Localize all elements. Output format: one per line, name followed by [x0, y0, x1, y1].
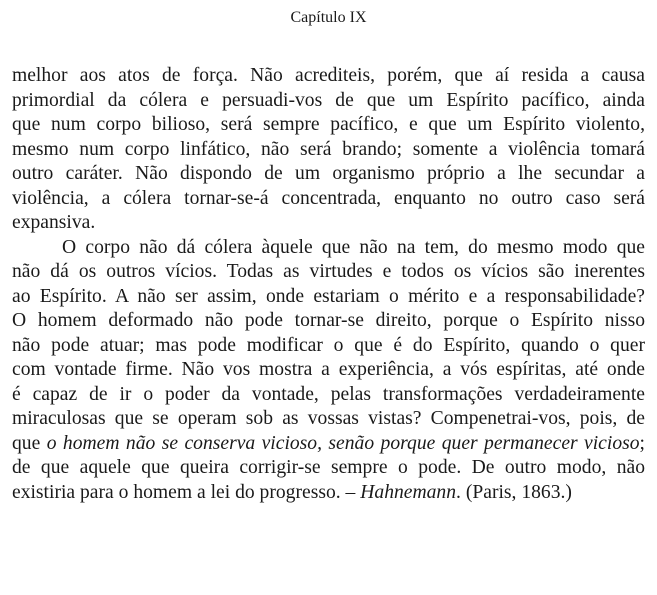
text-line: não pode atuar; mas pode modificar o que é do Espírito, quando o quer	[12, 334, 645, 356]
text-line-mixed	[12, 432, 645, 457]
text-line: primordial da cólera e persuadi-vos de que um Espírito pacífico, ainda	[12, 89, 645, 111]
text-line: outro caráter. Não dispondo de um organismo próprio a lhe secundar a	[12, 163, 645, 184]
text-line: expansiva.	[12, 212, 96, 233]
text-line: miraculosas que se operam sob as vossas vistas? Compenetrai-vos, pois, de	[12, 408, 645, 429]
citation: . (Paris, 1863.)	[456, 481, 572, 503]
page-body	[12, 64, 645, 505]
line-suffix: ;	[639, 432, 645, 454]
text-line: O corpo não dá cólera àquele que não na tem, do mesmo modo que	[62, 236, 645, 258]
text-line: é capaz de ir o poder da vontade, pelas transformações verdadeiramente	[12, 383, 645, 405]
chapter-header: Capítulo IX	[290, 9, 367, 26]
text-line: com vontade firme. Não vos mostra a experiência, a vós espíritas, até onde	[12, 359, 645, 380]
line-prefix: existiria para o homem a lei do progresso. –	[12, 481, 356, 503]
text-line: de que aquele que queira corrigir-se sempre o pode. De outro modo, não	[12, 457, 645, 478]
text-line: que num corpo bilioso, será sempre pacífico, e que um Espírito violento,	[12, 114, 645, 135]
paragraph-1	[12, 64, 645, 236]
text-line: O homem deformado não pode tornar-se direito, porque o Espírito nisso	[12, 310, 645, 331]
paragraph-2	[12, 236, 645, 506]
author-name: Hahnemann	[360, 481, 457, 503]
text-line: não dá os outros vícios. Todas as virtudes e todos os vícios são inerentes	[12, 261, 645, 282]
text-line: melhor aos atos de força. Não acrediteis, porém, que aí resida a causa	[12, 65, 645, 86]
text-line: violência, a cólera tornar-se-á concentrada, enquanto no outro caso será	[12, 187, 645, 209]
text-line: mesmo num corpo linfático, não será brando; somente a violência tomará	[12, 138, 645, 160]
text-line-signature	[12, 481, 645, 506]
italic-quote: o homem não se conserva vicioso, senão porque quer permanecer vicioso	[46, 432, 640, 454]
line-prefix: que	[12, 432, 41, 454]
text-line: ao Espírito. A não ser assim, onde estariam o mérito e a responsabilidade?	[12, 285, 645, 307]
